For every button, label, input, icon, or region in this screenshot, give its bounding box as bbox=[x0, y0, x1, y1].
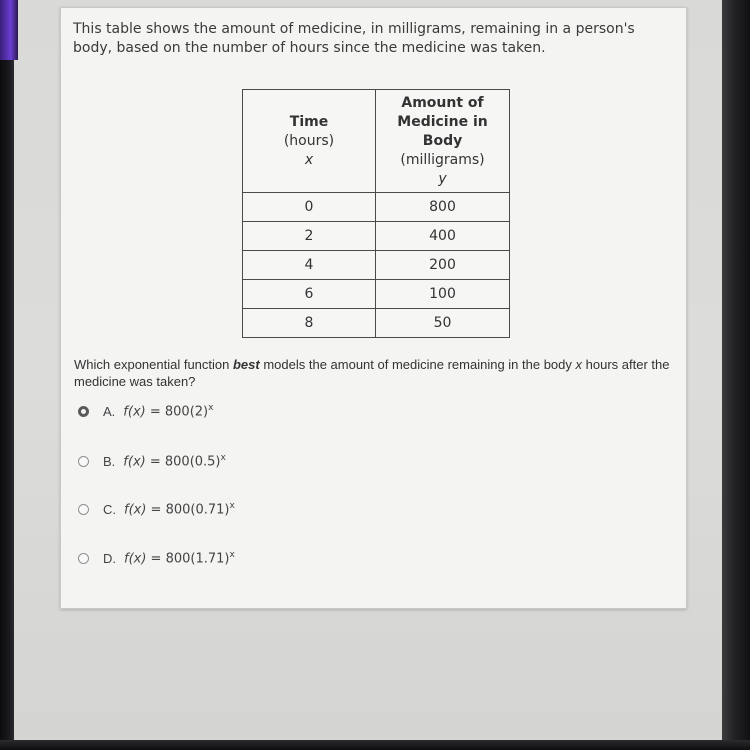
answer-option-a[interactable] bbox=[78, 401, 213, 421]
table-row bbox=[243, 251, 510, 280]
answer-option-d[interactable] bbox=[78, 548, 235, 568]
table-row bbox=[243, 193, 510, 222]
monitor-bezel-right bbox=[722, 0, 750, 750]
cell-x: 2 bbox=[243, 222, 376, 251]
option-function: f(x) bbox=[124, 551, 147, 567]
option-formula bbox=[124, 501, 235, 517]
header-time-name: Time bbox=[289, 113, 329, 130]
radio-button[interactable] bbox=[78, 504, 89, 515]
option-function: f(x) bbox=[124, 502, 147, 518]
answer-option-b[interactable] bbox=[78, 451, 226, 471]
question-variable: x bbox=[575, 357, 583, 372]
option-letter: C. bbox=[103, 501, 116, 517]
radio-button[interactable] bbox=[78, 553, 89, 564]
question-prompt bbox=[74, 356, 674, 390]
option-function: f(x) bbox=[123, 454, 146, 470]
option-expression: = 800(1.71) bbox=[146, 551, 230, 567]
option-formula bbox=[123, 453, 226, 469]
cell-x: 0 bbox=[243, 193, 376, 222]
question-text-start: Which exponential function bbox=[74, 357, 233, 372]
option-expression: = 800(2) bbox=[145, 404, 209, 420]
cell-y: 800 bbox=[376, 193, 510, 222]
header-amount bbox=[376, 90, 510, 193]
option-formula bbox=[123, 403, 213, 419]
cell-x: 8 bbox=[243, 309, 376, 338]
option-expression: = 800(0.5) bbox=[145, 454, 221, 470]
question-intro: This table shows the amount of medicine, in milligrams, remaining in a person's body, based on the number of hours since the medicine was taken. bbox=[73, 21, 635, 56]
option-exponent: x bbox=[229, 549, 235, 560]
option-exponent: x bbox=[208, 402, 214, 413]
question-text-middle: models the amount of medicine remaining in the body bbox=[259, 357, 576, 372]
option-exponent: x bbox=[229, 500, 235, 511]
header-amount-var: y bbox=[438, 170, 447, 187]
header-time-unit: (hours) bbox=[283, 132, 335, 149]
header-time bbox=[243, 90, 376, 193]
cell-y: 50 bbox=[376, 309, 510, 338]
table-row bbox=[243, 309, 510, 338]
header-time-var: x bbox=[304, 151, 314, 168]
cell-y: 400 bbox=[376, 222, 510, 251]
header-amount-line1: Amount of bbox=[401, 94, 484, 111]
question-card bbox=[60, 7, 687, 609]
medicine-table bbox=[242, 89, 510, 338]
question-text-end: hours after the medicine was taken? bbox=[74, 357, 670, 389]
option-exponent: x bbox=[220, 452, 226, 463]
option-expression: = 800(0.71) bbox=[146, 502, 230, 518]
cell-x: 6 bbox=[243, 280, 376, 309]
option-letter: D. bbox=[103, 550, 116, 566]
purple-glare bbox=[0, 0, 18, 60]
radio-button-selected[interactable] bbox=[78, 406, 89, 417]
header-amount-line3: Body bbox=[422, 132, 463, 149]
cell-y: 100 bbox=[376, 280, 510, 309]
answer-option-c[interactable] bbox=[78, 499, 235, 519]
header-amount-line2: Medicine in bbox=[397, 113, 488, 130]
cell-x: 4 bbox=[243, 251, 376, 280]
header-amount-unit: (milligrams) bbox=[400, 151, 485, 168]
option-letter: B. bbox=[103, 453, 116, 469]
monitor-bezel-left bbox=[0, 0, 14, 750]
option-letter: A. bbox=[103, 403, 116, 419]
table-header-row bbox=[243, 90, 510, 193]
question-emphasis: best bbox=[232, 357, 260, 372]
radio-button[interactable] bbox=[78, 456, 89, 467]
option-formula bbox=[124, 550, 235, 566]
option-function: f(x) bbox=[123, 404, 146, 420]
table-row bbox=[243, 222, 510, 251]
monitor-bezel-bottom bbox=[0, 740, 750, 750]
table-row bbox=[243, 280, 510, 309]
cell-y: 200 bbox=[376, 251, 510, 280]
